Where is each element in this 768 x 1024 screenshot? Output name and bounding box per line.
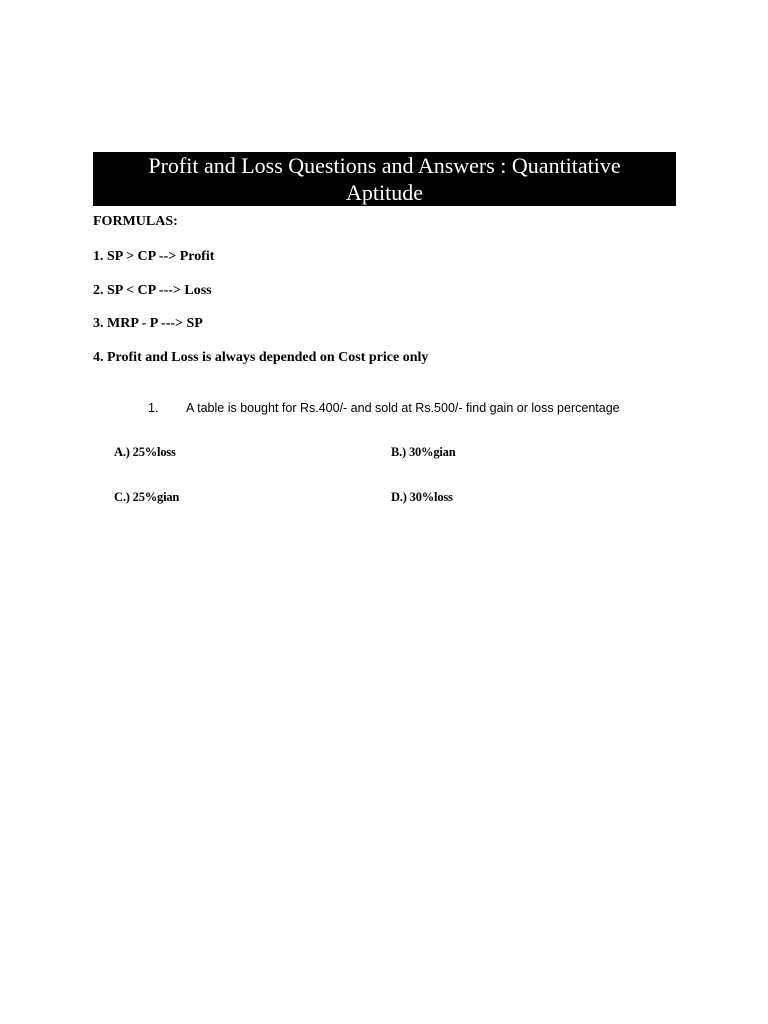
- option-c: C.) 25%gian: [114, 490, 180, 504]
- title-line-1: Profit and Loss Questions and Answers : Quantitative: [148, 153, 621, 178]
- question-number: 1.: [148, 401, 159, 415]
- formula-item: 3. MRP - P ---> SP: [93, 316, 203, 331]
- option-b: B.) 30%gian: [391, 445, 456, 459]
- formula-item: 4. Profit and Loss is always depended on Cost price only: [93, 350, 429, 365]
- formula-item: 1. SP > CP --> Profit: [93, 249, 215, 264]
- option-a: A.) 25%loss: [114, 445, 176, 459]
- title-line-2: Aptitude: [346, 180, 423, 205]
- formulas-heading: FORMULAS:: [93, 214, 178, 229]
- page-title: [93, 152, 676, 206]
- question-text: A table is bought for Rs.400/- and sold at Rs.500/- find gain or loss percentage: [186, 401, 620, 415]
- formula-item: 2. SP < CP ---> Loss: [93, 283, 212, 298]
- option-d: D.) 30%loss: [391, 490, 453, 504]
